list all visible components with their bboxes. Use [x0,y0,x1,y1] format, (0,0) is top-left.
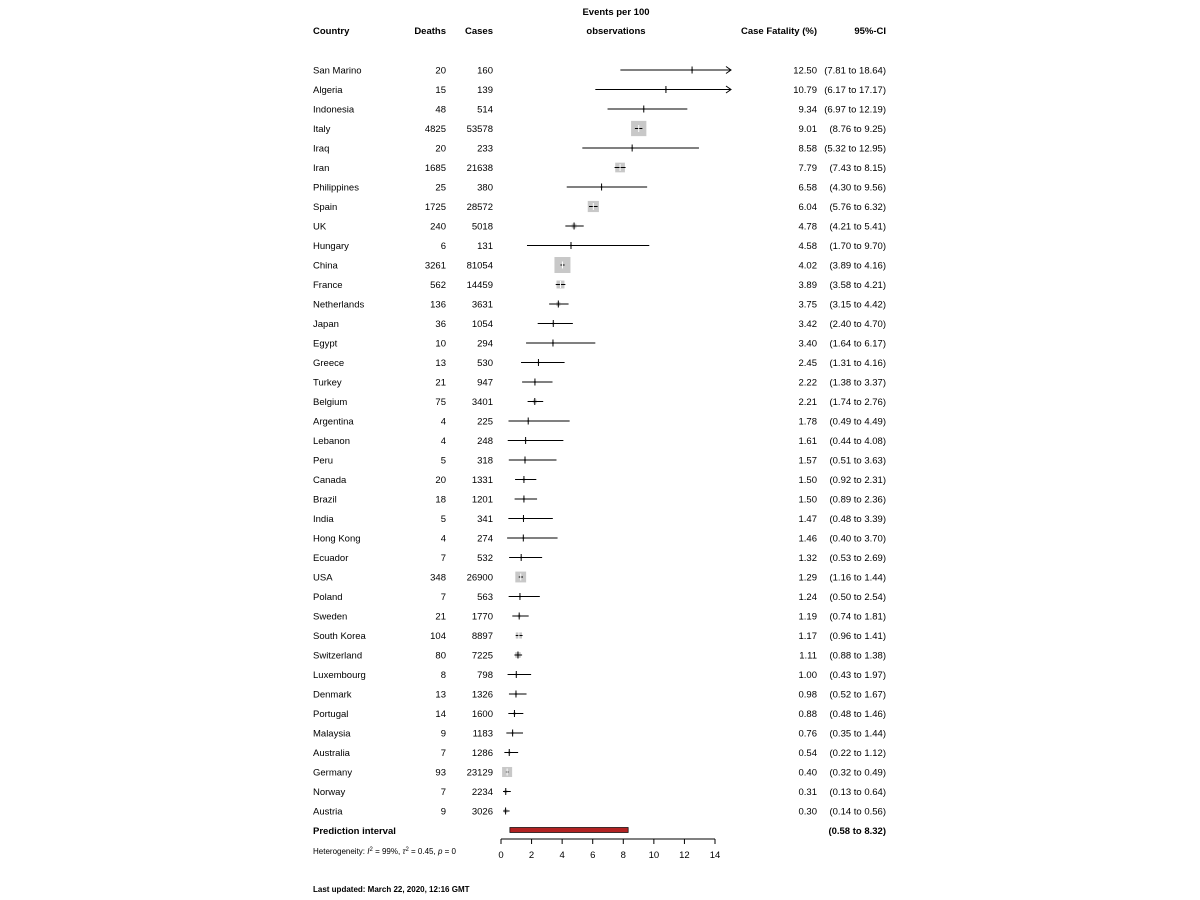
country-label: Egypt [313,338,338,350]
study-row [313,495,886,506]
heterogeneity-prefix: Heterogeneity: [313,847,368,856]
country-label: Hong Kong [313,533,361,545]
cases-value: 53578 [466,124,493,135]
cases-value: 248 [477,436,493,447]
x-tick-label: 2 [528,850,535,861]
x-tick-label: 6 [590,850,596,861]
ci-value: (0.35 to 1.44) [829,728,886,740]
study-row [313,631,886,642]
country-label: Austria [313,806,343,818]
fatality-value: 4.78 [798,221,817,233]
deaths-value: 348 [430,572,446,584]
fatality-value: 1.19 [798,611,817,623]
deaths-value: 21 [435,611,446,623]
deaths-value: 4 [440,436,446,447]
plot-title-line2: observations [586,26,646,37]
country-label: Iraq [313,143,330,155]
country-label: Malaysia [313,728,351,740]
cases-value: 1331 [471,475,493,486]
study-row [313,787,886,798]
fatality-value: 3.89 [798,280,817,291]
study-row [313,807,886,818]
fatality-value: 1.47 [798,514,817,525]
ci-value: (0.48 to 1.46) [829,709,886,720]
cases-value: 798 [477,670,493,681]
header-cases: Cases [465,26,493,37]
deaths-value: 80 [435,650,446,662]
study-row [313,222,886,233]
fatality-value: 0.30 [798,806,817,818]
cases-value: 3401 [471,397,493,408]
study-row [313,201,886,213]
ci-value: (7.81 to 18.64) [824,65,886,77]
study-row [313,257,886,273]
study-row [313,670,886,681]
header-fatality: Case Fatality (%) [740,26,817,37]
fatality-value: 1.24 [798,592,817,603]
study-row [313,553,886,564]
cases-value: 26900 [466,572,493,584]
deaths-value: 20 [435,475,446,486]
study-row [313,729,886,740]
deaths-value: 562 [430,280,446,291]
cases-value: 5018 [471,221,493,233]
ci-value: (0.51 to 3.63) [829,455,886,467]
ci-value: (5.76 to 6.32) [829,202,886,213]
deaths-value: 8 [440,670,446,681]
country-label: Peru [313,455,334,467]
ci-value: (3.15 to 4.42) [829,299,886,311]
prediction-row [313,826,886,837]
fatality-value: 0.76 [798,728,817,740]
country-label: Germany [313,767,353,779]
deaths-value: 25 [435,182,446,194]
ci-value: (1.70 to 9.70) [829,241,886,252]
deaths-value: 7 [440,787,446,798]
study-row [313,592,886,603]
country-label: Norway [313,787,346,798]
ci-value: (0.74 to 1.81) [829,611,886,623]
country-label: Switzerland [313,650,363,662]
cases-value: 23129 [466,767,493,779]
fatality-value: 6.04 [798,202,817,213]
country-label: Algeria [313,85,343,96]
study-row [313,319,886,330]
prediction-ci-label: (0.58 to 8.32) [828,826,886,837]
country-label: Belgium [313,397,348,408]
country-label: UK [313,221,327,233]
study-row [313,709,886,720]
fatality-value: 0.54 [798,748,817,759]
ci-value: (0.92 to 2.31) [829,475,886,486]
country-label: France [313,280,343,291]
ci-value: (0.44 to 4.08) [829,436,886,447]
study-rows [313,66,886,818]
country-label: Philippines [313,182,359,194]
fatality-value: 1.29 [798,572,817,584]
deaths-value: 13 [435,358,446,369]
fatality-value: 1.57 [798,455,817,467]
country-label: Japan [313,319,339,330]
cases-value: 225 [477,416,493,428]
deaths-value: 9 [440,728,446,740]
cases-value: 1770 [471,611,493,623]
fatality-value: 10.79 [793,85,817,96]
ci-value: (5.32 to 12.95) [824,143,886,155]
x-tick-label: 4 [559,850,565,861]
study-row [313,183,886,194]
deaths-value: 1685 [424,163,446,174]
cases-value: 131 [477,241,493,252]
deaths-value: 14 [435,709,446,720]
study-row [313,534,886,545]
country-label: Ecuador [313,553,349,564]
ci-value: (2.40 to 4.70) [829,319,886,330]
heterogeneity-text: Heterogeneity: $I^2 = 99\%$, $\tau^2 = 0.45$, p = 0 [313,847,456,856]
fatality-value: 6.58 [798,182,817,194]
ci-value: (4.30 to 9.56) [829,182,886,194]
fatality-value: 1.32 [798,553,817,564]
fatality-value: 1.46 [798,533,817,545]
country-label: Argentina [313,416,354,428]
ci-value: (0.48 to 3.39) [829,514,886,525]
cases-value: 81054 [466,260,493,272]
country-label: China [313,260,338,272]
deaths-value: 7 [440,592,446,603]
header-country: Country [313,26,350,37]
ci-value: (6.97 to 12.19) [824,104,886,116]
country-label: Turkey [313,377,342,389]
ci-value: (0.52 to 1.67) [829,689,886,701]
study-row [313,436,886,447]
deaths-value: 20 [435,65,446,77]
cases-value: 14459 [466,280,493,291]
cases-value: 947 [477,377,493,389]
fatality-value: 0.88 [798,709,817,720]
fatality-value: 3.75 [798,299,817,311]
country-label: Indonesia [313,104,355,116]
cases-value: 1600 [471,709,493,720]
ci-value: (0.53 to 2.69) [829,553,886,564]
fatality-value: 9.01 [798,124,817,135]
deaths-value: 15 [435,85,446,96]
study-row [313,358,886,369]
cases-value: 380 [477,182,493,194]
fatality-value: 12.50 [793,65,817,77]
fatality-value: 2.21 [798,397,817,408]
study-row [313,456,886,467]
country-label: Netherlands [313,299,365,311]
cases-value: 139 [477,85,493,96]
heterogeneity-i2: 99% [381,847,398,856]
deaths-value: 9 [440,806,446,818]
fatality-value: 0.98 [798,689,817,701]
ci-value: (1.16 to 1.44) [829,572,886,584]
ci-value: (3.89 to 4.16) [829,260,886,272]
cases-value: 318 [477,455,493,467]
ci-value: (0.22 to 1.12) [829,748,886,759]
study-row [313,121,886,136]
deaths-value: 10 [435,338,446,350]
fatality-value: 1.61 [798,436,817,447]
fatality-value: 3.42 [798,319,817,330]
study-row [313,514,886,525]
column-headers [313,7,886,37]
fatality-value: 0.31 [798,787,817,798]
study-row [313,572,886,584]
country-label: Australia [313,748,350,759]
heterogeneity-p: 0 [451,847,456,856]
fatality-value: 9.34 [798,104,817,116]
study-row [313,144,886,155]
cases-value: 514 [477,104,493,116]
fatality-value: 3.40 [798,338,817,350]
country-label: USA [313,572,333,584]
deaths-value: 93 [435,767,446,779]
country-label: San Marino [313,65,362,77]
cases-value: 21638 [466,163,493,174]
deaths-value: 20 [435,143,446,155]
cases-value: 274 [477,533,493,545]
cases-value: 1054 [471,319,493,330]
country-label: India [313,514,334,525]
deaths-value: 6 [440,241,446,252]
country-label: Greece [313,358,345,369]
deaths-value: 13 [435,689,446,701]
country-label: Luxembourg [313,670,366,681]
ci-value: (0.14 to 0.56) [829,806,886,818]
country-label: Lebanon [313,436,350,447]
fatality-value: 1.50 [798,475,817,486]
study-row [313,163,886,174]
deaths-value: 75 [435,397,446,408]
fatality-value: 4.58 [798,241,817,252]
study-row [313,417,886,428]
ci-value: (1.38 to 3.37) [829,377,886,389]
header-ci: 95%-CI [854,26,886,37]
cases-value: 1286 [471,748,493,759]
cases-value: 7225 [471,650,493,662]
ci-value: (0.96 to 1.41) [829,631,886,642]
cases-value: 3026 [471,806,493,818]
cases-value: 1201 [471,494,493,506]
cases-value: 2234 [471,787,493,798]
fatality-value: 0.40 [798,767,817,779]
prediction-label: Prediction interval [313,826,396,837]
cases-value: 341 [477,514,493,525]
header-deaths: Deaths [414,26,446,37]
x-tick-label: 0 [498,850,504,861]
deaths-value: 104 [430,631,446,642]
study-row [313,85,886,96]
country-label: South Korea [313,631,366,642]
study-row [313,280,886,291]
study-row [313,105,886,116]
heterogeneity-tau2: 0.45 [417,847,434,856]
country-label: Denmark [313,689,352,701]
country-label: Iran [313,163,330,174]
study-row [313,397,886,408]
x-tick-label: 8 [620,850,626,861]
country-label: Sweden [313,611,348,623]
cases-value: 530 [477,358,493,369]
fatality-value: 1.00 [798,670,817,681]
cases-value: 563 [477,592,493,603]
deaths-value: 18 [435,494,446,506]
ci-value: (3.58 to 4.21) [829,280,886,291]
x-tick-label: 10 [648,850,660,861]
deaths-value: 7 [440,748,446,759]
deaths-value: 5 [440,514,446,525]
fatality-value: 1.78 [798,416,817,428]
deaths-value: 36 [435,319,446,330]
ci-value: (0.32 to 0.49) [829,767,886,779]
deaths-value: 240 [430,221,446,233]
ci-value: (4.21 to 5.41) [829,221,886,233]
ci-value: (0.49 to 4.49) [829,416,886,428]
last-updated: Last updated: March 22, 2020, 12:16 GMT [313,885,470,894]
study-row [313,690,886,701]
deaths-value: 21 [435,377,446,389]
cases-value: 532 [477,553,493,564]
study-row [313,339,886,350]
fatality-value: 2.22 [798,377,817,389]
ci-value: (1.64 to 6.17) [829,338,886,350]
study-row [313,612,886,623]
fatality-value: 8.58 [798,143,817,155]
ci-value: (0.13 to 0.64) [829,787,886,798]
ci-value: (0.50 to 2.54) [829,592,886,603]
deaths-value: 48 [435,104,446,116]
ci-value: (0.88 to 1.38) [829,650,886,662]
deaths-value: 3261 [424,260,446,272]
fatality-value: 1.11 [799,650,817,662]
deaths-value: 4 [440,533,446,545]
deaths-value: 7 [440,553,446,564]
deaths-value: 4825 [424,124,446,135]
fatality-value: 7.79 [798,163,817,174]
cases-value: 233 [477,143,493,155]
x-axis [498,839,720,861]
fatality-value: 1.50 [798,494,817,506]
cases-value: 8897 [471,631,493,642]
country-label: Portugal [313,709,349,720]
ci-value: (1.74 to 2.76) [829,397,886,408]
plot-title-line1: Events per 100 [582,7,650,18]
country-label: Brazil [313,494,337,506]
study-row [313,241,886,252]
fatality-value: 1.17 [798,631,817,642]
study-row [313,475,886,486]
fatality-value: 2.45 [798,358,817,369]
study-row [313,748,886,759]
deaths-value: 5 [440,455,446,467]
study-row [313,767,886,779]
country-label: Hungary [313,241,349,252]
study-row [313,66,886,77]
cases-value: 1326 [471,689,493,701]
cases-value: 294 [477,338,493,350]
cases-value: 28572 [466,202,493,213]
cases-value: 3631 [471,299,493,311]
ci-value: (8.76 to 9.25) [829,124,886,135]
deaths-value: 1725 [424,202,446,213]
country-label: Canada [313,475,347,486]
prediction-interval-bar [510,828,628,833]
ci-value: (1.31 to 4.16) [829,358,886,369]
ci-value: (7.43 to 8.15) [829,163,886,174]
country-label: Poland [313,592,343,603]
country-label: Italy [313,124,331,135]
study-row [313,378,886,389]
cases-value: 160 [477,65,493,77]
ci-value: (6.17 to 17.17) [824,85,886,96]
x-tick-label: 12 [679,850,690,861]
ci-value: (0.43 to 1.97) [829,670,886,681]
deaths-value: 136 [430,299,446,311]
ci-value: (0.40 to 3.70) [829,533,886,545]
deaths-value: 4 [440,416,446,428]
country-label: Spain [313,202,338,213]
cases-value: 1183 [472,728,493,740]
ci-value: (0.89 to 2.36) [829,494,886,506]
fatality-value: 4.02 [798,260,817,272]
x-tick-label: 14 [709,850,721,861]
study-row [313,300,886,311]
study-row [313,651,886,662]
